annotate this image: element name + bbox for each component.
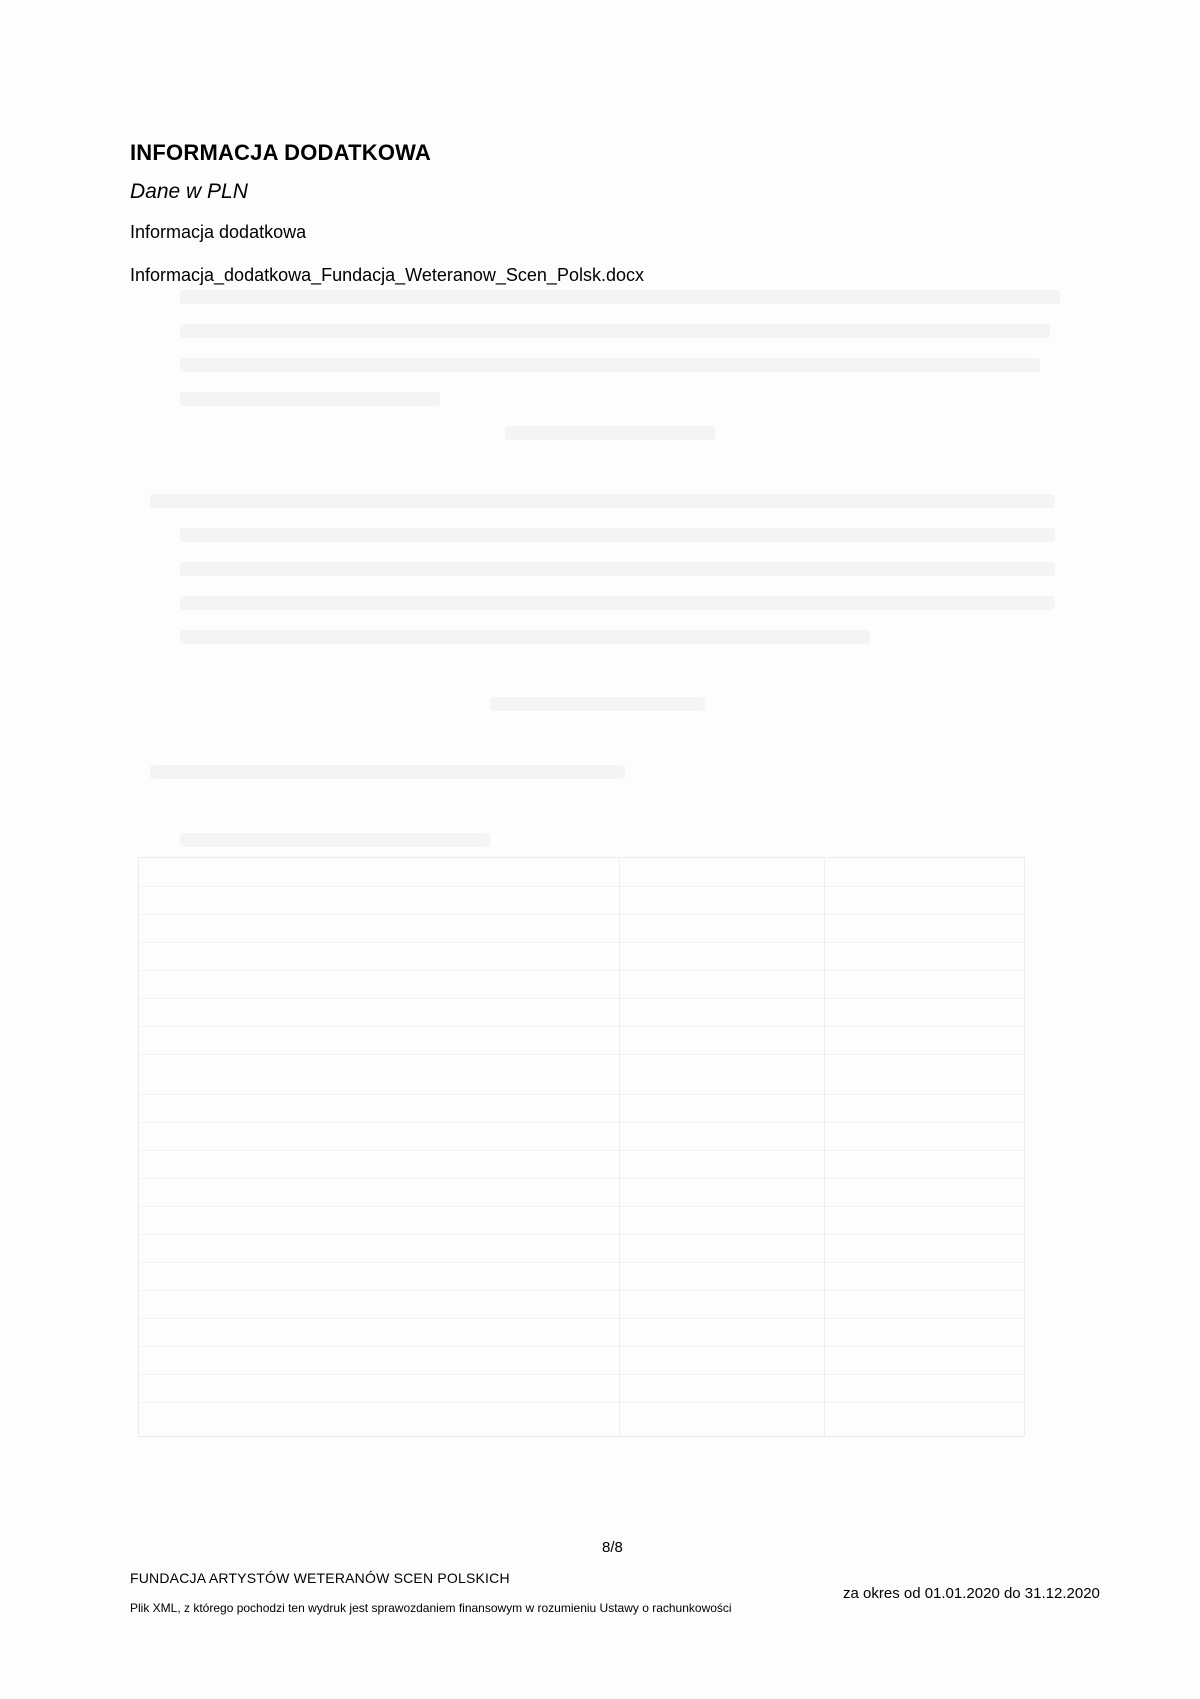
bleed-through-table — [138, 857, 1025, 1437]
reporting-period: za okres od 01.01.2020 do 31.12.2020 — [843, 1585, 1100, 1602]
footer-organization: FUNDACJA ARTYSTÓW WETERANÓW SCEN POLSKICH — [130, 1570, 510, 1586]
footer-note: Plik XML, z którego pochodzi ten wydruk jest sprawozdaniem finansowym w rozumieniu Ustawy o rachunkowości — [130, 1601, 732, 1615]
currency-note: Dane w PLN — [130, 180, 248, 203]
section-label: Informacja dodatkowa — [130, 222, 307, 242]
attachment-filename: Informacja_dodatkowa_Fundacja_Weteranow_Scen_Polsk.docx — [130, 265, 644, 285]
document-title: INFORMACJA DODATKOWA — [130, 140, 431, 165]
page-number: 8/8 — [602, 1539, 623, 1556]
